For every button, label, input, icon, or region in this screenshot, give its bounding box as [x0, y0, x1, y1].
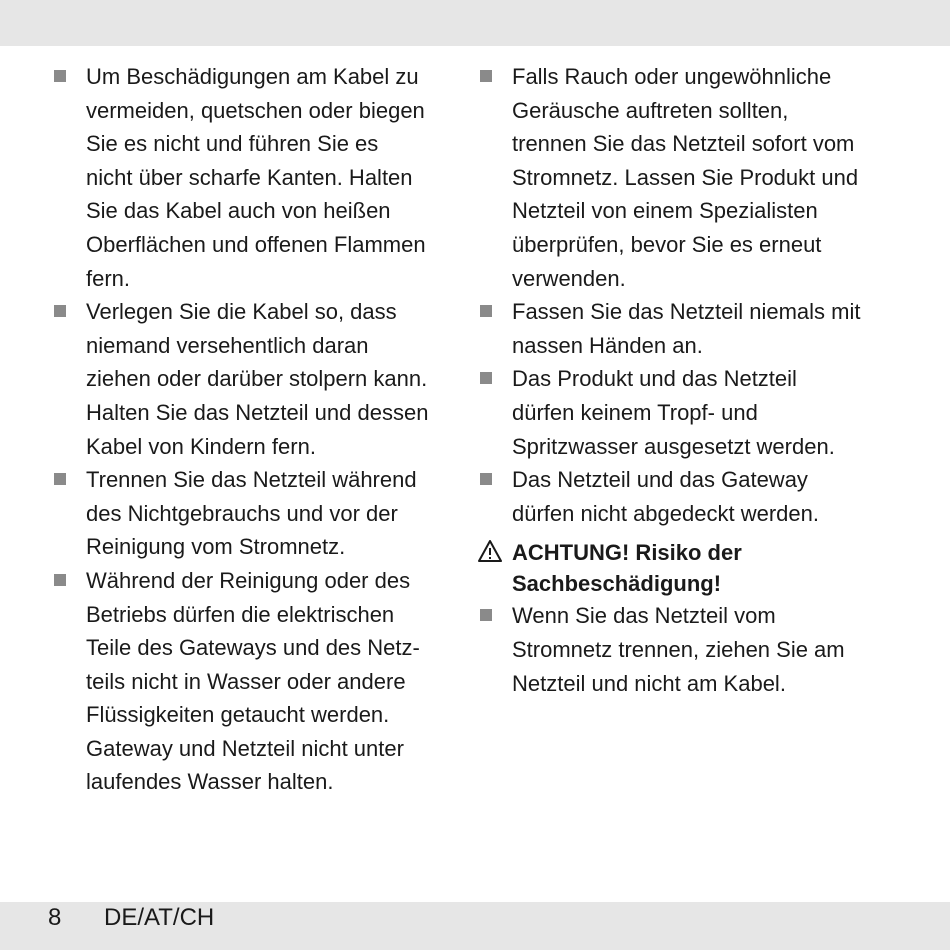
list-item-text: Das Netzteil und das Gateway dürfen nicht abgedeckt werden. [512, 467, 819, 526]
list-item [478, 463, 878, 530]
list-item-text: Das Produkt und das Netzteil dürfen keinem Tropf- und Spritzwasser ausgesetzt werden. [512, 366, 835, 459]
header-band [0, 0, 950, 46]
list-item [52, 295, 452, 463]
list-item [52, 564, 452, 799]
square-bullet-icon [54, 473, 66, 485]
list-item-text: Um Beschädigungen am Kabel zu vermeiden, quetschen oder biegen Sie es nicht und führen Sie es nicht über scharfe Kanten. Halten Sie das Kabel auch von heißen Oberflächen und offenen Flammen fern. [86, 64, 426, 291]
warning-triangle-icon [478, 539, 502, 563]
warning-heading [478, 537, 878, 599]
list-item-text: Fassen Sie das Netzteil niemals mit nassen Händen an. [512, 299, 861, 358]
list-item [52, 60, 452, 295]
left-column [52, 60, 452, 799]
right-column [478, 60, 878, 700]
warning-line: Sachbeschädigung! [512, 571, 722, 597]
list-item-text: Trennen Sie das Netzteil während des Nichtgebrauchs und vor der Reinigung vom Stromnetz. [86, 467, 417, 560]
page-number: 8 [48, 904, 62, 931]
list-item-text: Verlegen Sie die Kabel so, dass niemand versehentlich daran ziehen oder darüber stolpern kann. Halten Sie das Netzteil und dessen Kabel von Kindern fern. [86, 299, 429, 459]
list-item [478, 362, 878, 463]
square-bullet-icon [54, 305, 66, 317]
warning-line: ACHTUNG! Risiko der [512, 540, 742, 566]
square-bullet-icon [480, 305, 492, 317]
list-item-text: Während der Reinigung oder des Betriebs dürfen die elektrischen Teile des Gateways und des Netz- teils nicht in Wasser oder andere Flüssigkeiten getaucht werden. Gateway und Netzteil nicht unter laufendes Wasser halten. [86, 567, 420, 795]
square-bullet-icon [54, 70, 66, 82]
list-item-text: Wenn Sie das Netzteil vom Stromnetz trennen, ziehen Sie am Netzteil und nicht am Kabel. [512, 603, 845, 696]
square-bullet-icon [54, 574, 66, 586]
list-item [478, 295, 878, 362]
language-label: DE/AT/CH [104, 904, 215, 931]
square-bullet-icon [480, 372, 492, 384]
square-bullet-icon [480, 609, 492, 621]
list-item-text: Falls Rauch oder ungewöhnliche Geräusche auftreten sollten, trennen Sie das Netzteil sofort vom Stromnetz. Lassen Sie Produkt und Netzteil von einem Spezialisten überprüfen, bevor Sie es erneut verwenden. [512, 64, 859, 291]
square-bullet-icon [480, 70, 492, 82]
list-item [52, 463, 452, 564]
list-item [478, 599, 878, 700]
square-bullet-icon [480, 473, 492, 485]
list-item [478, 60, 878, 295]
